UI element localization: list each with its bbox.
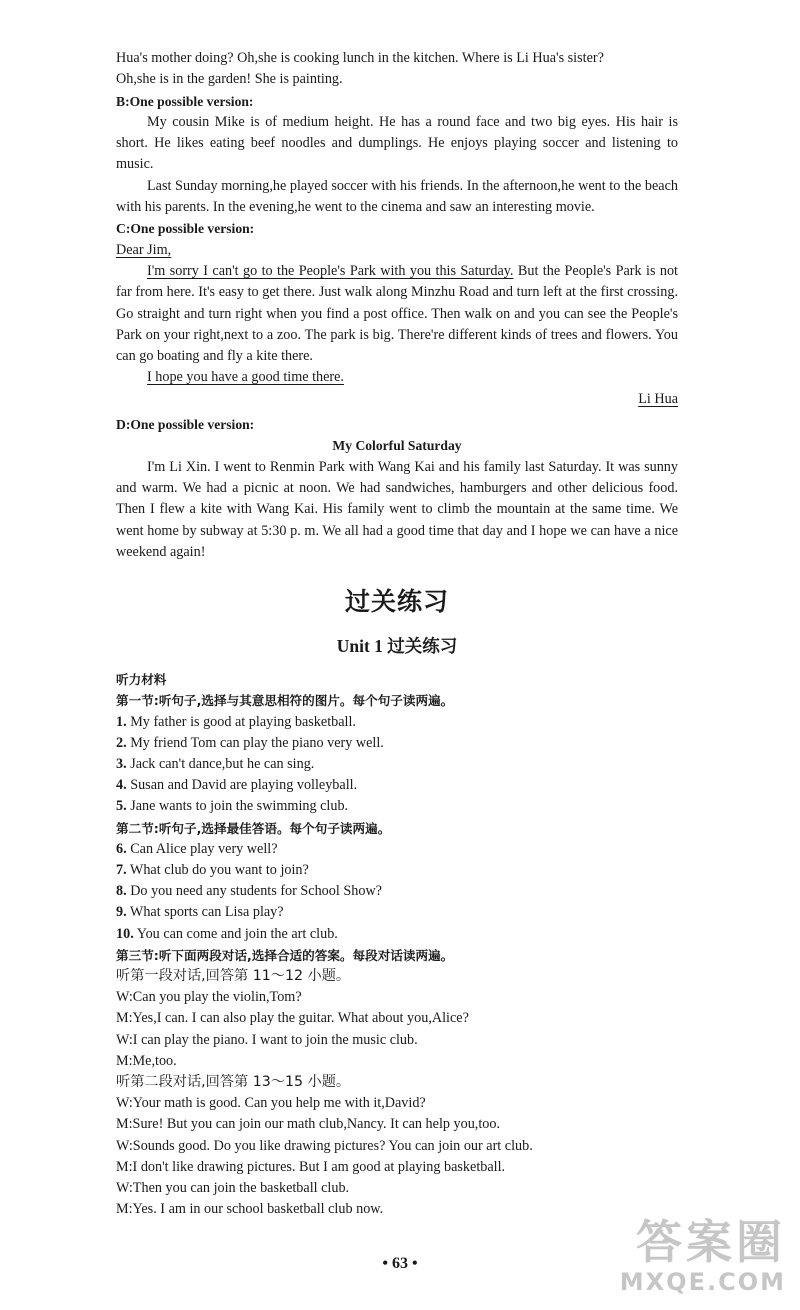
item-number: 7. (116, 861, 127, 878)
listening-part-2-heading: 第二节:听句子,选择最佳答语。每个句子读两遍。 (116, 820, 391, 836)
item-number: 10. (116, 925, 134, 942)
dialog-line: W:Then you can join the basketball club. (116, 1180, 350, 1196)
listening-label: 听力材料 (116, 672, 167, 688)
essay-body: I'm Li Xin. I went to Renmin Park with Wang Kai and his family last Saturday. It was sunny and warm. We had a picnic at noon. We had sandwiches, hamburgers and other delicious food. Then I flew a kite with Wang Kai. His family went to climb the mountain at the same time. We went home by subway at 5:30 p. m. We all had a good time that day and I hope we can have a nice weekend again! (116, 458, 678, 560)
part-1-items (116, 712, 678, 818)
item-text: You can come and join the art club. (133, 925, 338, 942)
listening-item (116, 924, 678, 945)
section-b-paragraph-1: My cousin Mike is of medium height. He has a round face and two big eyes. His hair is short. He likes eating beef noodles and dumplings. He enjoys playing soccer and listening to music. (116, 113, 678, 173)
letter-underlined-sentence: I'm sorry I can't go to the People's Park with you this Saturday. (147, 262, 514, 279)
item-number: 9. (116, 904, 127, 921)
dialog-2 (116, 1093, 678, 1220)
intro-line-2: Oh,she is in the garden! She is painting. (116, 71, 343, 88)
item-number: 8. (116, 883, 127, 900)
letter-closing (116, 367, 678, 388)
part-2-items (116, 839, 678, 945)
dialog-1-intro: 听第一段对话,回答第 11～12 小题。 (116, 967, 351, 984)
item-text: Jack can't dance,but he can sing. (126, 755, 315, 772)
dialog-2-intro: 听第二段对话,回答第 13～15 小题。 (116, 1073, 351, 1090)
listening-item (116, 712, 678, 733)
item-text: My friend Tom can play the piano very well. (126, 734, 384, 751)
unit-title: Unit 1 过关练习 (336, 636, 458, 657)
watermark-url: MXQE.COM (619, 1268, 786, 1296)
listening-item (116, 839, 678, 860)
section-d-heading: D:One possible version: (116, 417, 255, 433)
dialog-line: M:Yes,I can. I can also play the guitar. What about you,Alice? (116, 1010, 469, 1027)
item-number: 3. (116, 755, 127, 772)
item-text: Jane wants to join the swimming club. (126, 798, 349, 815)
section-b-heading: B:One possible version: (116, 93, 254, 109)
item-number: 6. (116, 840, 127, 857)
dialog-line: W:Sounds good. Do you like drawing pictures? You can join our art club. (116, 1137, 533, 1154)
item-number: 4. (116, 777, 127, 794)
dialog-1 (116, 987, 678, 1072)
item-number: 1. (116, 713, 127, 730)
section-c-heading: C:One possible version: (116, 221, 255, 237)
item-text: Do you need any students for School Show? (126, 883, 382, 900)
letter-body (116, 261, 678, 367)
dialog-line: W:Can you play the violin,Tom? (116, 989, 302, 1006)
listening-item (116, 733, 678, 754)
page-number: • 63 • (382, 1255, 418, 1272)
intro-line-1: Hua's mother doing? Oh,she is cooking lunch in the kitchen. Where is Li Hua's sister? (116, 50, 604, 66)
dialog-line: M:Yes. I am in our school basketball club now. (116, 1201, 384, 1218)
dialog-line: M:Sure! But you can join our math club,Nancy. It can help you,too. (116, 1116, 501, 1133)
item-text: What club do you want to join? (126, 861, 309, 878)
watermark-logo (566, 1216, 786, 1300)
letter-closing-sentence: I hope you have a good time there. (147, 369, 344, 386)
listening-part-3-heading: 第三节:听下面两段对话,选择合适的答案。每段对话读两遍。 (116, 947, 454, 963)
item-text: Can Alice play very well? (126, 840, 278, 857)
letter-signature: Li Hua (638, 390, 678, 407)
letter-signature-line (116, 389, 678, 410)
dialog-line: M:Me,too. (116, 1052, 177, 1069)
watermark-text: 答案圈 (636, 1215, 786, 1269)
listening-item (116, 775, 678, 796)
listening-item (116, 796, 678, 817)
item-number: 5. (116, 798, 127, 815)
section-title: 过关练习 (344, 587, 449, 617)
listening-item (116, 754, 678, 775)
dialog-line: W:Your math is good. Can you help me with it,David? (116, 1095, 426, 1112)
item-text: Susan and David are playing volleyball. (126, 777, 358, 794)
listening-part-1-heading: 第一节:听句子,选择与其意思相符的图片。每个句子读两遍。 (116, 693, 454, 709)
listening-item (116, 902, 678, 923)
letter-greeting: Dear Jim, (116, 241, 172, 258)
dialog-line: W:I can play the piano. I want to join the music club. (116, 1031, 418, 1048)
listening-item (116, 860, 678, 881)
listening-item (116, 881, 678, 902)
essay-title: My Colorful Saturday (332, 438, 462, 454)
item-text: My father is good at playing basketball. (126, 713, 356, 730)
item-number: 2. (116, 734, 127, 751)
letter-body-rest: But the People's Park is not far from here. It's easy to get there. Just walk along Minzhu Road and turn left at the first crossing. Go straight and turn right when you find a post office. Then walk on and you can see the People's Park on your right,next to a zoo. The park is big. There're different kinds of trees and flowers. You can go boating and fly a kite there. (116, 262, 678, 365)
item-text: What sports can Lisa play? (126, 904, 284, 921)
dialog-line: M:I don't like drawing pictures. But I am good at playing basketball. (116, 1158, 506, 1175)
section-b-paragraph-2: Last Sunday morning,he played soccer with his friends. In the afternoon,he went to the beach with his parents. In the evening,he went to the cinema and saw an interesting movie. (116, 177, 678, 216)
page-content (116, 48, 678, 1220)
